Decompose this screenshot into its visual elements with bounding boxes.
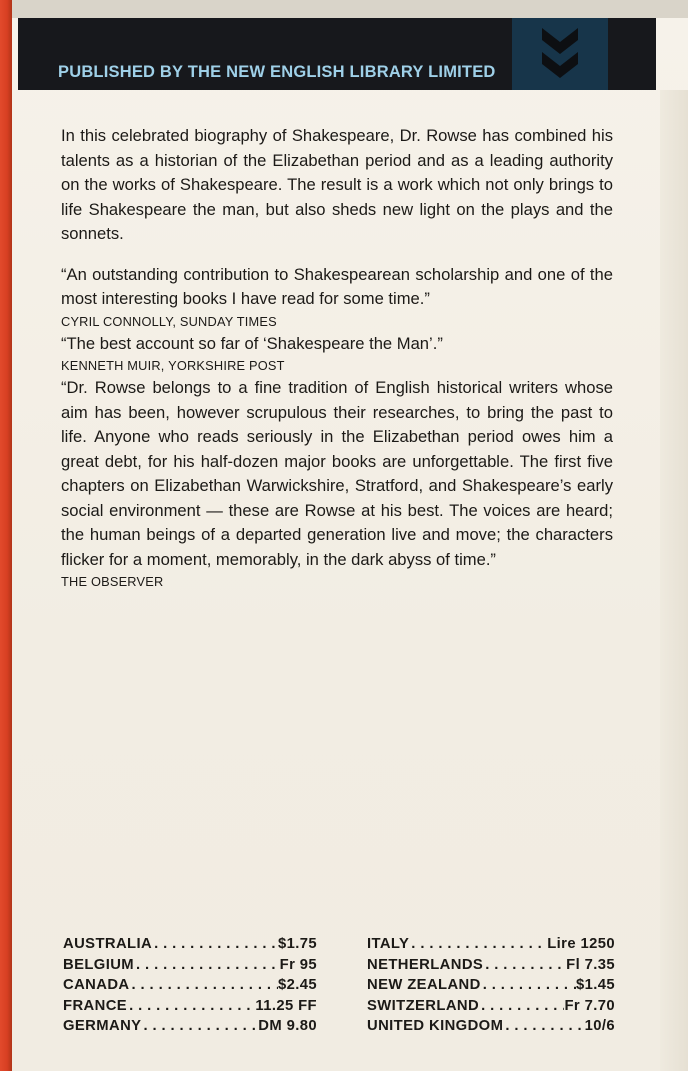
publisher-line: PUBLISHED BY THE NEW ENGLISH LIBRARY LIMITED: [58, 63, 496, 81]
price-row: [63, 996, 317, 1017]
price-row: [367, 955, 615, 976]
review-source: CYRIL CONNOLLY, SUNDAY TIMES: [61, 313, 277, 329]
review-quote: “Dr. Rowse belongs to a fine tradition of English historical writers whose aim has been, however scrupulous their researches, to bring the past to life. Anyone who reads seriously in the Elizabethan period owes him a great debt, for his half-dozen major books are unforgettable. The first five chapters on Elizabethan Warwickshire, Stratford, and Shakespeare’s early social environment — these are Rowse at his best. The voices are heard; the human beings of a departed generation live and move; the characters flicker for a moment, memorably, in the dark abyss of time.”: [61, 378, 613, 569]
price-row: [63, 934, 317, 955]
price-row: [63, 975, 317, 996]
price-row: [367, 934, 615, 955]
country-name: ITALY: [367, 936, 410, 952]
right-page-edge: [660, 90, 688, 1071]
top-edge: [12, 0, 688, 18]
review-source: THE OBSERVER: [61, 574, 164, 589]
country-name: BELGIUM: [63, 956, 135, 973]
price-amount: 11.25 FF: [255, 997, 317, 1014]
price-amount: Fl 7.35: [566, 956, 615, 973]
country-name: NETHERLANDS: [367, 956, 484, 973]
price-row: [367, 1016, 615, 1037]
price-amount: $2.45: [277, 977, 317, 993]
country-name: FRANCE: [63, 997, 128, 1014]
blurb: [61, 124, 613, 592]
country-name: GERMANY: [63, 1018, 142, 1034]
country-name: CANADA: [63, 977, 130, 993]
price-amount: 10/6: [584, 1018, 615, 1034]
price-amount: Fr 95: [279, 956, 317, 973]
spine-edge: [0, 0, 12, 1071]
price-row: [367, 996, 615, 1017]
price-amount: Lire 1250: [547, 936, 615, 952]
country-name: SWITZERLAND: [367, 997, 480, 1014]
country-name: NEW ZEALAND: [367, 977, 481, 993]
intro-paragraph: In this celebrated biography of Shakespeare, Dr. Rowse has combined his talents as a historian of the Elizabethan period and as a leading authority on the works of Shakespeare. The result is a work which not only brings to life Shakespeare the man, but also sheds new light on the plays and the sonnets.: [61, 126, 613, 243]
price-column-left: [63, 934, 317, 1037]
country-name: UNITED KINGDOM: [367, 1018, 504, 1034]
price-amount: $1.75: [277, 936, 317, 952]
country-name: AUSTRALIA: [63, 936, 153, 952]
publisher-logo: [512, 18, 608, 90]
price-amount: Fr 7.70: [564, 997, 615, 1014]
review-quote: “The best account so far of ‘Shakespeare the Man’.”: [61, 333, 443, 353]
price-row: [63, 1016, 317, 1037]
review-source: KENNETH MUIR, YORKSHIRE POST: [61, 358, 285, 373]
price-row: [63, 955, 317, 976]
price-row: [367, 975, 615, 996]
price-amount: $1.45: [575, 977, 615, 993]
review-quote: “An outstanding contribution to Shakespearean scholarship and one of the most interesting books I have read for some time.”: [61, 264, 613, 308]
price-amount: DM 9.80: [258, 1018, 317, 1034]
price-column-right: [367, 934, 615, 1037]
